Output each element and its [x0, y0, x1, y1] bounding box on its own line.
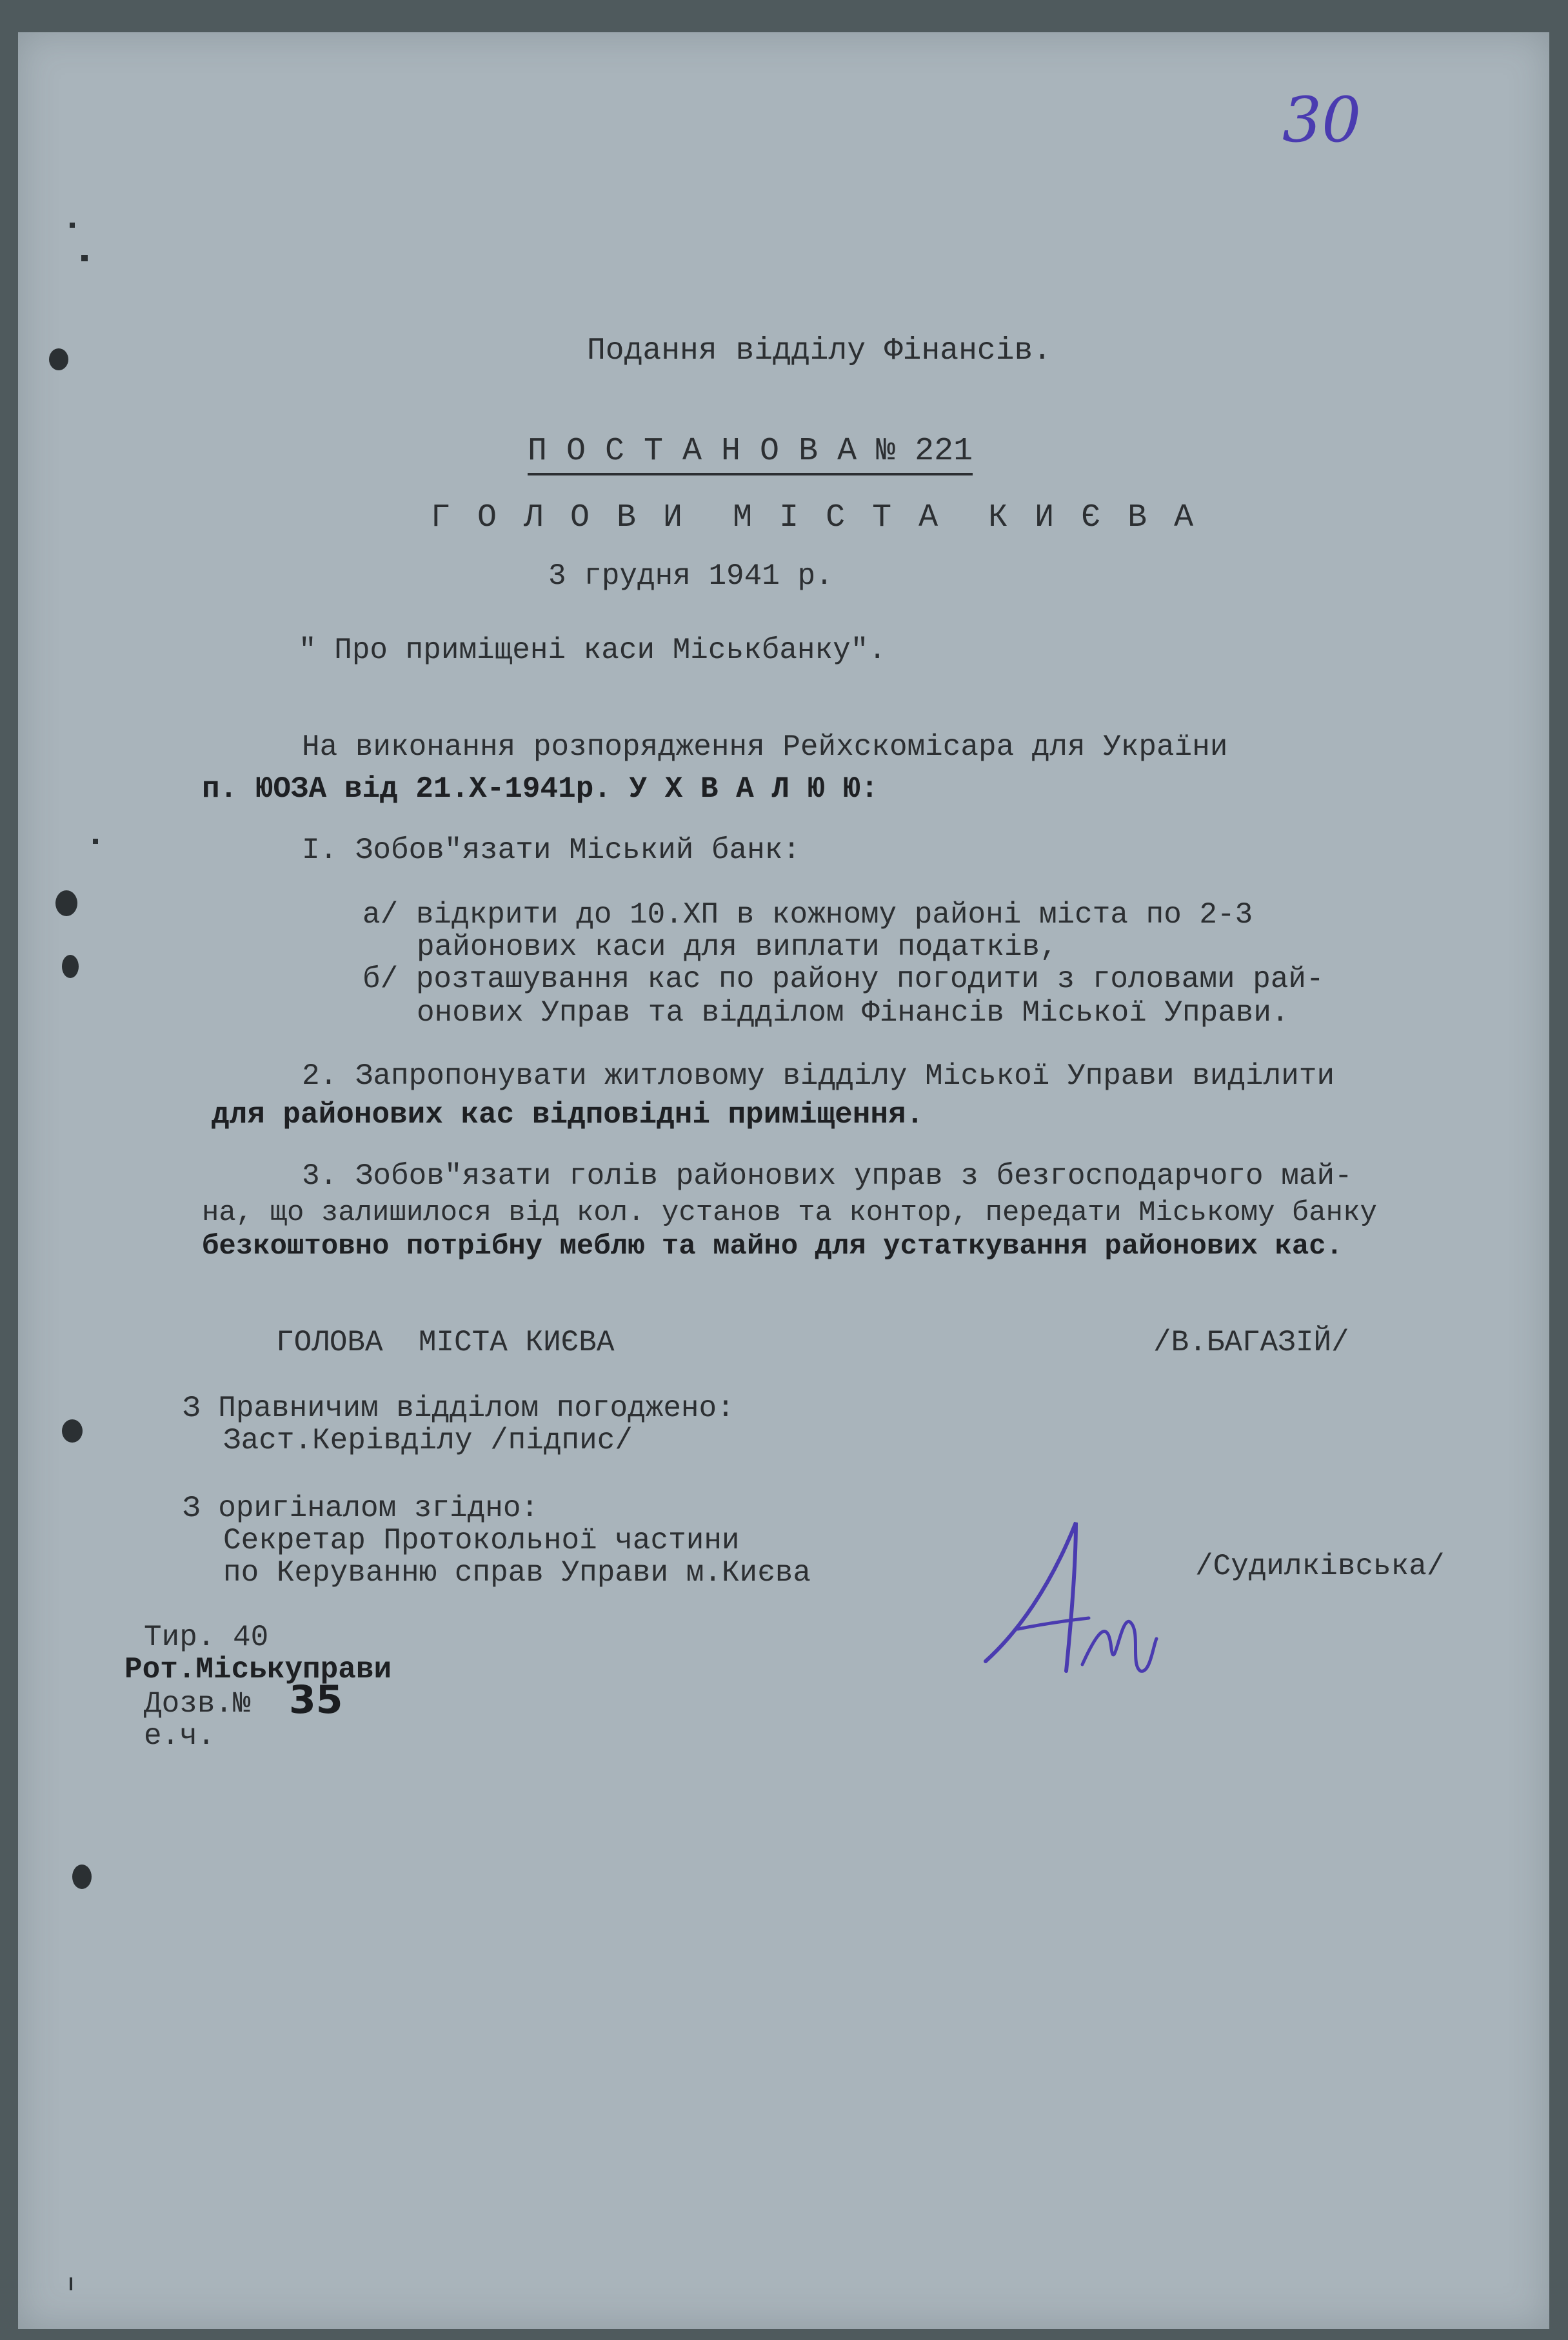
- binder-hole: [62, 955, 79, 978]
- preamble-line: п. ЮОЗА від 21.X-1941р. У Х В А Л Ю Ю:: [202, 772, 878, 806]
- item-2-line: 2. Запропонувати житловому відділу Міської Управи виділити: [302, 1059, 1335, 1093]
- binder-hole: [72, 1865, 92, 1889]
- item-2-line: для районових кас відповідні приміщення.: [212, 1098, 924, 1132]
- paper-speck: [93, 839, 98, 844]
- item-1b-line: б/ розташування кас по району погодити з головами рай-: [362, 963, 1324, 996]
- binder-hole: [55, 890, 77, 916]
- signatory-title: ГОЛОВА МІСТА КИЄВА: [276, 1326, 615, 1359]
- item-1b-line: онових Управ та відділом Фінансів Міської Управи.: [417, 996, 1289, 1030]
- certification-line: З оригіналом згідно:: [183, 1492, 539, 1525]
- certification-line: Секретар Протокольної частини: [223, 1524, 740, 1557]
- certifier-name: /Судилківська/: [1195, 1550, 1445, 1583]
- binder-hole: [49, 348, 68, 370]
- item-3-line: безкоштовно потрібну меблю та майно для устаткування районових кас.: [202, 1230, 1344, 1263]
- resolution-subject: " Про приміщені каси Міськбанку".: [299, 634, 886, 667]
- paper-speck: [70, 2277, 72, 2290]
- item-3-line: 3. Зобов"язати голів районових управ з безгосподарчого май-: [302, 1159, 1353, 1193]
- legal-approval-line: Заст.Керівділу /підпис/: [223, 1424, 633, 1457]
- item-1a-line: а/ відкрити до 10.ХП в кожному районі міста по 2-3: [362, 898, 1253, 932]
- resolution-title: П О С Т А Н О В А № 221: [528, 435, 973, 475]
- resolution-date: 3 грудня 1941 р.: [548, 559, 833, 593]
- item-1-heading: I. Зобов"язати Міський банк:: [302, 834, 800, 867]
- folio-number: 30: [1282, 84, 1362, 156]
- paper-speck: [70, 223, 75, 228]
- print-permit-label: Дозв.№: [144, 1687, 251, 1721]
- signature: [979, 1510, 1173, 1690]
- binder-hole: [62, 1419, 83, 1443]
- certification-line: по Керуванню справ Управи м.Києва: [223, 1556, 811, 1590]
- paper-speck: [81, 255, 88, 261]
- submission-line: Подання відділу Фінансів.: [587, 334, 1052, 368]
- print-abbrev: е.ч.: [144, 1719, 215, 1753]
- document-page: [18, 32, 1549, 2329]
- signatory-name: /В.БАГАЗІЙ/: [1153, 1326, 1349, 1359]
- print-press: Рот.Міськуправи: [124, 1653, 392, 1686]
- item-1a-line: районових каси для виплати податків,: [417, 930, 1058, 964]
- item-3-line: на, що залишилося від кол. установ та контор, передати Міському банку: [202, 1197, 1377, 1229]
- print-permit-number: 35: [289, 1677, 343, 1723]
- resolution-subtitle: Г О Л О В И М І С Т А К И Є В А: [431, 499, 1198, 536]
- preamble-line: На виконання розпорядження Рейхскомісара для України: [302, 730, 1228, 764]
- legal-approval-line: З Правничим відділом погоджено:: [183, 1392, 735, 1425]
- print-run: Тир. 40: [144, 1621, 269, 1654]
